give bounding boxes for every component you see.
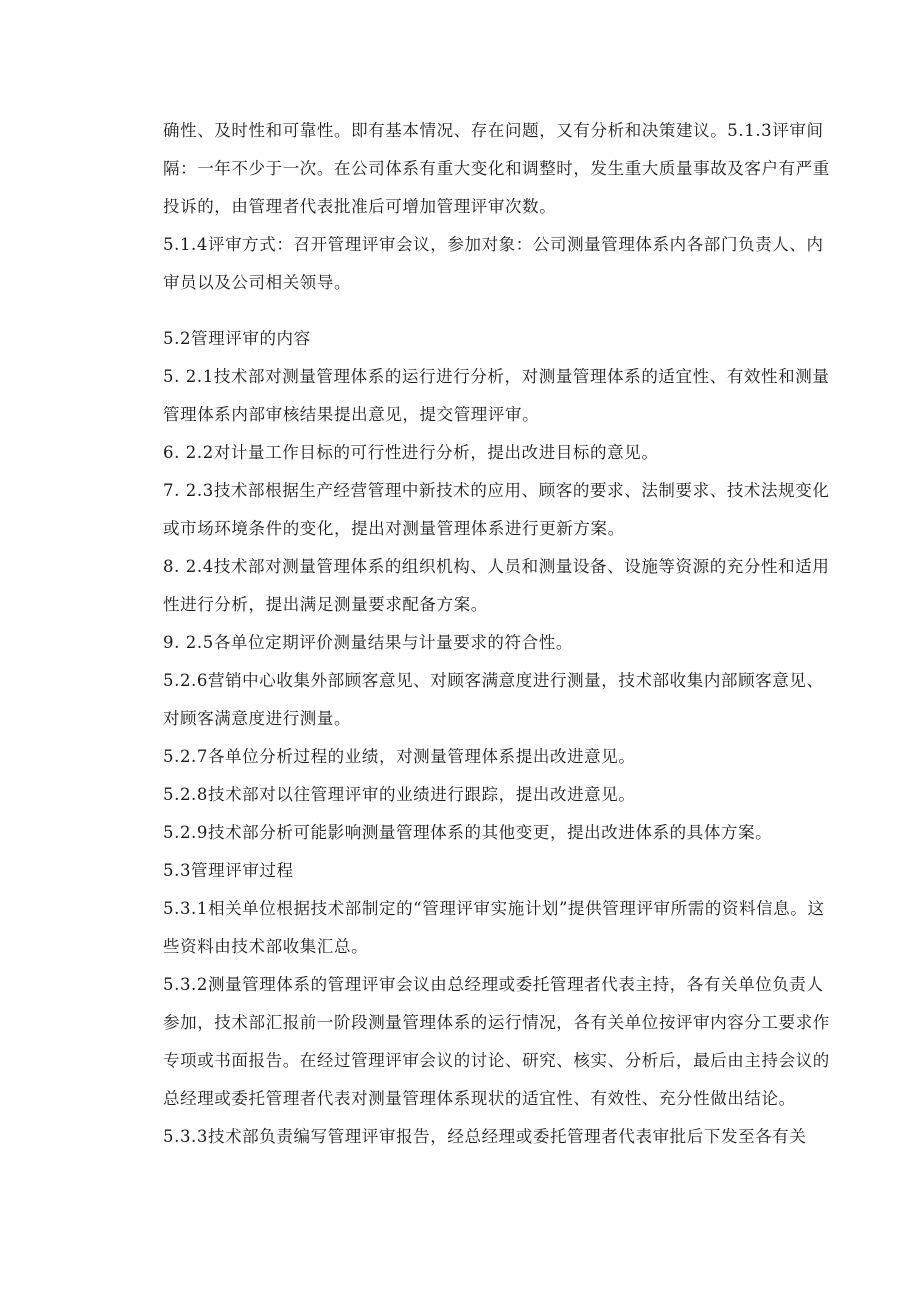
paragraph-5-2-6: 5.2.6营销中心收集外部顾客意见、对顾客满意度进行测量，技术部收集内部顾客意见、对顾客满意度进行测量。 <box>163 671 824 728</box>
section-heading-5-3: 5.3管理评审过程 <box>163 861 294 880</box>
document-body <box>163 112 835 1156</box>
paragraph-review-content-continued: 确性、及时性和可靠性。即有基本情况、存在问题，又有分析和决策建议。5.1.3评审间隔：一年不少于一次。在公司体系有重大变化和调整时，发生重大质量事故及客户有严重投诉的，由管理者代表批准后可增加管理评审次数。 <box>163 121 830 216</box>
paragraph-8-2-4: 8. 2.4技术部对测量管理体系的组织机构、人员和测量设备、设施等资源的充分性和适用性进行分析，提出满足测量要求配备方案。 <box>163 557 830 614</box>
paragraph-5-2-1: 5. 2.1技术部对测量管理体系的运行进行分析，对测量管理体系的适宜性、有效性和测量管理体系内部审核结果提出意见，提交管理评审。 <box>163 367 830 424</box>
paragraph-5-2-7: 5.2.7各单位分析过程的业绩，对测量管理体系提出改进意见。 <box>163 747 636 766</box>
section-heading-5-2: 5.2管理评审的内容 <box>163 329 311 348</box>
paragraph-5-3-2: 5.3.2测量管理体系的管理评审会议由总经理或委托管理者代表主持，各有关单位负责人参加，技术部汇报前一阶段测量管理体系的运行情况，各有关单位按评审内容分工要求作专项或书面报告。在经过管理评审会议的讨论、研究、核实、分析后，最后由主持会议的总经理或委托管理者代表对测量管理体系现状的适宜性、有效性、充分性做出结论。 <box>163 975 830 1108</box>
paragraph-5-2-9: 5.2.9技术部分析可能影响测量管理体系的其他变更，提出改进体系的具体方案。 <box>163 823 773 842</box>
paragraph-7-2-3: 7. 2.3技术部根据生产经营管理中新技术的应用、顾客的要求、法制要求、技术法规变化或市场环境条件的变化，提出对测量管理体系进行更新方案。 <box>163 481 830 538</box>
paragraph-9-2-5: 9. 2.5各单位定期评价测量结果与计量要求的符合性。 <box>163 633 573 652</box>
paragraph-6-2-2: 6. 2.2对计量工作目标的可行性进行分析，提出改进目标的意见。 <box>163 443 659 462</box>
paragraph-5-3-3: 5.3.3技术部负责编写管理评审报告，经总经理或委托管理者代表审批后下发至各有关 <box>163 1127 807 1146</box>
paragraph-5-3-1: 5.3.1相关单位根据技术部制定的“管理评审实施计划”提供管理评审所需的资料信息。这些资料由技术部收集汇总。 <box>163 899 825 956</box>
paragraph-5-1-4-review-method: 5.1.4评审方式：召开管理评审会议，参加对象：公司测量管理体系内各部门负责人、内审员以及公司相关领导。 <box>163 235 824 292</box>
paragraph-5-2-8: 5.2.8技术部对以往管理评审的业绩进行跟踪，提出改进意见。 <box>163 785 636 804</box>
paragraph-gap <box>163 302 835 320</box>
